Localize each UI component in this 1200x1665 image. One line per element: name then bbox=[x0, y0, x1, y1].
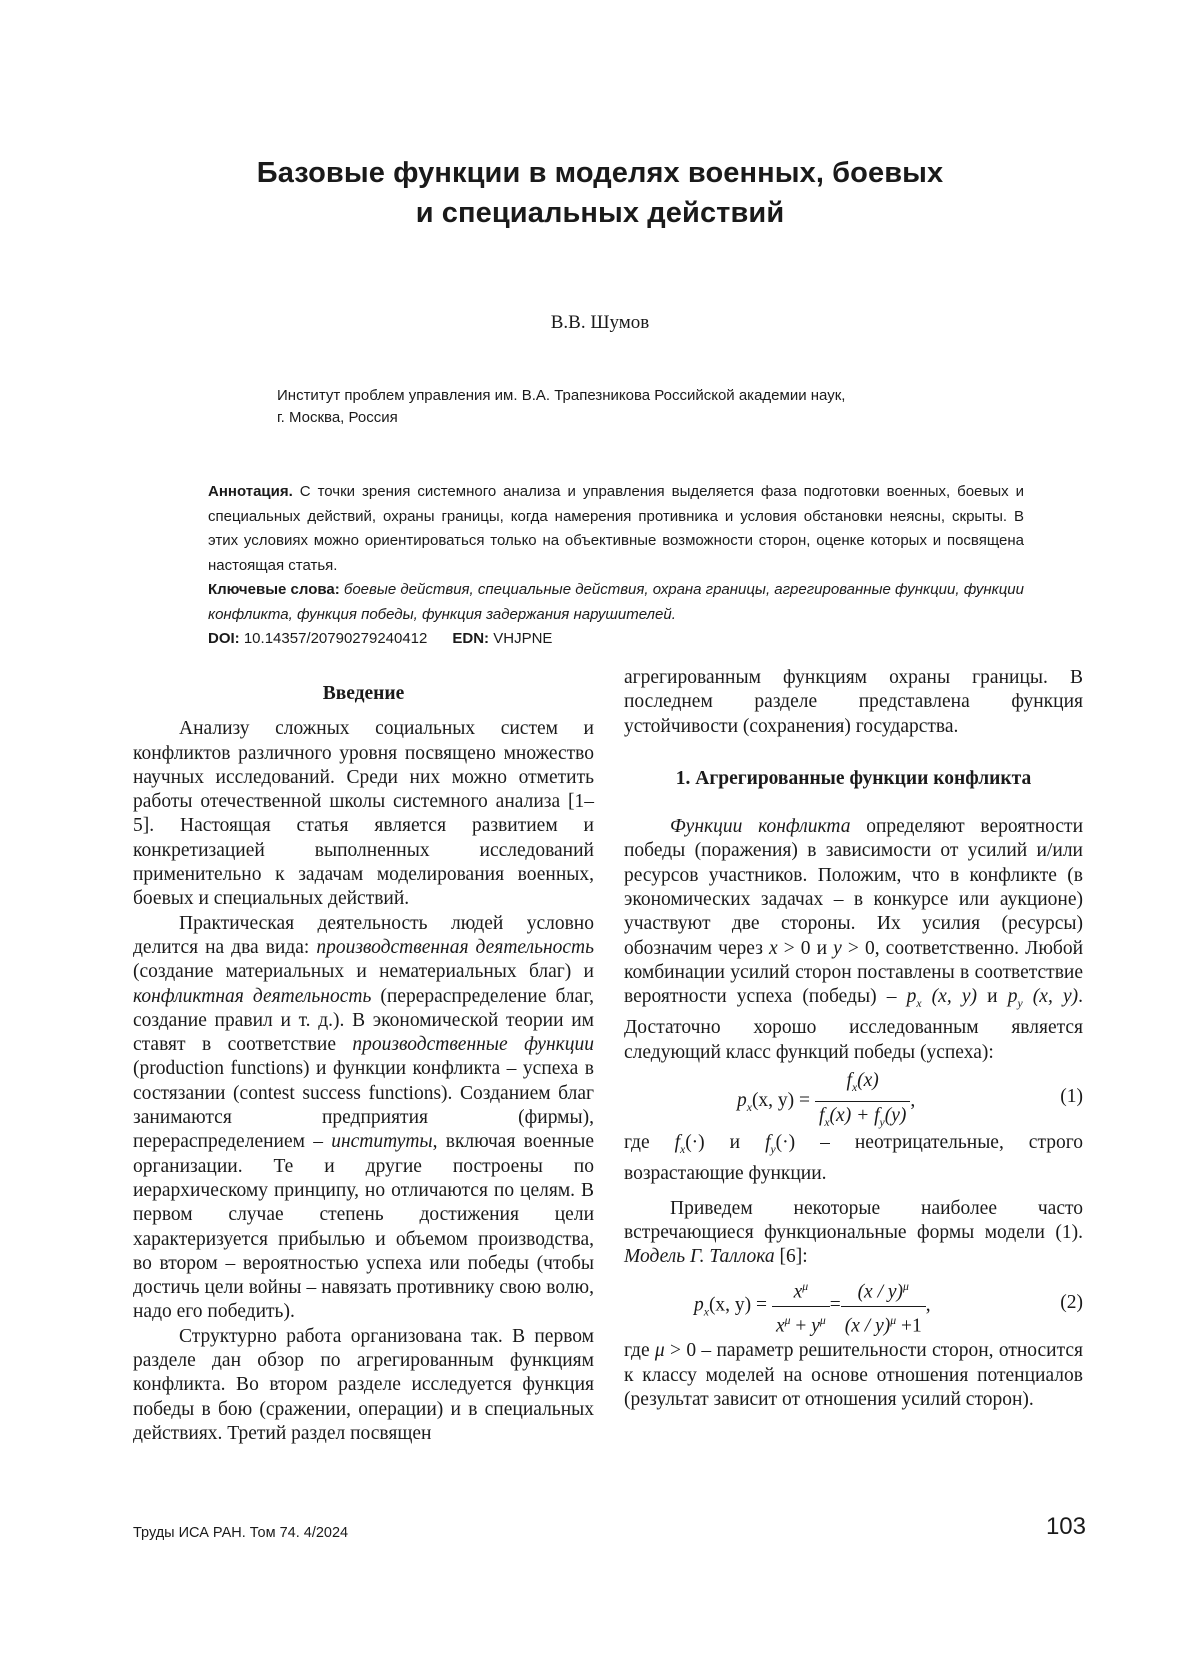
text-run: > 0 – параметр решительности сторон, относится к классу моделей на основе отношения потенциалов (результат зависит от отношения усилий сторон). bbox=[624, 1340, 1083, 1411]
text-run: , включая военные организации. Те и другие построены по иерархическому принципу, но отличаются по целям. В первом случае степень достижения цели характеризуется прибылью и объемом производства, во втором – вероятностью успеха или победы (чтобы достичь цели войны – навязать противнику свою волю, надо его победить). bbox=[133, 1131, 594, 1323]
intro-paragraph-3: Структурно работа организована так. В первом разделе дан обзор по агрегированным функциям конфликта. Во втором разделе исследуется функция победы в бою (сражении, операции) и в специальных действиях. Третий раздел посвящен bbox=[133, 1325, 594, 1444]
eq-tail: , bbox=[925, 1294, 931, 1316]
eq-op: = bbox=[829, 1294, 841, 1316]
eq-sub: x bbox=[746, 1100, 752, 1114]
eq-symbol: x bbox=[775, 1315, 785, 1337]
fraction bbox=[815, 1067, 910, 1136]
term-tullock-model: Модель Г. Таллока bbox=[624, 1246, 775, 1268]
journal-footer: Труды ИСА РАН. Том 74. 4/2024 bbox=[133, 1525, 349, 1541]
var-p: p bbox=[1007, 986, 1018, 1008]
var-y: y bbox=[833, 937, 842, 959]
var-args: (x, y) bbox=[1022, 986, 1079, 1008]
eq-sup: μ bbox=[784, 1313, 791, 1327]
equation-2-body bbox=[694, 1273, 931, 1339]
eq-symbol: p bbox=[694, 1294, 704, 1316]
author-name: В.В. Шумов bbox=[550, 312, 650, 333]
eq-args: (x, y) = bbox=[751, 1089, 811, 1111]
eq-symbol: (x / y) bbox=[844, 1315, 891, 1337]
eq-args: (x) + bbox=[829, 1104, 875, 1126]
var-f: f bbox=[765, 1132, 771, 1154]
equation-2 bbox=[624, 1273, 1083, 1339]
eq-args: (y) bbox=[884, 1104, 907, 1126]
fraction-numerator bbox=[815, 1067, 910, 1102]
eq-symbol: f bbox=[846, 1070, 852, 1092]
fraction bbox=[841, 1273, 926, 1339]
eq-sub: x bbox=[851, 1080, 858, 1094]
eq-symbol: y bbox=[811, 1315, 820, 1337]
fraction-denominator bbox=[772, 1307, 830, 1340]
keywords-text: боевые действия, специальные действия, охрана границы, агрегированные функции, функции конфликта, функция победы, функция задержания нарушителей. bbox=[208, 581, 1024, 623]
term-institutions: институты bbox=[331, 1131, 433, 1153]
eq-symbol: p bbox=[737, 1089, 747, 1111]
affiliation-line-2: г. Москва, Россия bbox=[277, 409, 398, 426]
text-run: где bbox=[624, 1132, 675, 1154]
term-conflict-functions: Функции конфликта bbox=[670, 816, 851, 838]
keywords-paragraph bbox=[208, 578, 1024, 627]
term-productive-activity: производственная деятельность bbox=[316, 936, 594, 958]
text-run: (·) – неотрицательные, строго возрастающие функции. bbox=[624, 1132, 1083, 1185]
section1-paragraph-2 bbox=[624, 1131, 1083, 1186]
abstract-paragraph bbox=[208, 480, 1024, 578]
term-production-functions: производственные функции bbox=[352, 1034, 594, 1056]
fraction-numerator bbox=[772, 1273, 830, 1307]
var-args: (x, y) bbox=[921, 986, 977, 1008]
eq-sup: μ bbox=[903, 1280, 909, 1294]
title-line-2: и специальных действий bbox=[415, 197, 785, 229]
edn-value: VHJPNE bbox=[493, 630, 553, 647]
text-run: > 0 и bbox=[777, 937, 834, 959]
doi-label: DOI: bbox=[208, 630, 240, 647]
abstract-text: С точки зрения системного анализа и управления выделяется фаза подготовки военных, боевых и специальных действий, охраны границы, когда намерения противника и условия обстановки неясны, скрыты. В этих условиях можно ориентироваться только на объективные возможности сторон, оценке которых и посвящена настоящая статья. bbox=[208, 483, 1025, 574]
equation-1-body bbox=[737, 1067, 915, 1136]
text-run: (·) и bbox=[685, 1132, 766, 1154]
eq-tail: , bbox=[910, 1089, 916, 1111]
var-sub: x bbox=[680, 1142, 686, 1156]
var-mu: μ bbox=[654, 1340, 665, 1362]
text-run: [6]: bbox=[774, 1246, 808, 1268]
text-run: определяют вероятности победы (поражения) в зависимости от усилий и/или ресурсов участников. Положим, что в конфликте (в экономических задачах – в конкурсе или аукционе) участвуют две стороны. Их усилия (ресурсы) обозначим через bbox=[624, 816, 1084, 959]
edn-label: EDN: bbox=[452, 630, 490, 647]
eq-op: +1 bbox=[896, 1315, 922, 1337]
title-line-1: Базовые функции в моделях военных, боевых bbox=[256, 157, 944, 189]
text-run: . Достаточно хорошо исследованным является следующий класс функций победы (успеха): bbox=[624, 986, 1083, 1063]
page-number: 103 bbox=[1045, 1513, 1086, 1540]
var-sub: y bbox=[770, 1142, 776, 1156]
text-run: и bbox=[977, 986, 1008, 1008]
eq-op: + bbox=[790, 1315, 812, 1337]
eq-args: (x, y) = bbox=[708, 1294, 768, 1316]
var-f: f bbox=[674, 1132, 680, 1154]
equation-number-2: (2) bbox=[1060, 1292, 1083, 1314]
text-run: (создание материальных и нематериальных благ) и bbox=[133, 961, 594, 983]
fraction bbox=[772, 1273, 830, 1339]
text-run: Приведем некоторые наиболее часто встречающиеся функциональные формы модели (1). bbox=[624, 1197, 1083, 1243]
eq-sub: x bbox=[824, 1115, 830, 1129]
section1-paragraph-1 bbox=[624, 815, 1083, 1065]
identifiers-line bbox=[208, 627, 1024, 652]
intro-paragraph-2 bbox=[133, 912, 594, 1325]
fraction-numerator bbox=[841, 1273, 926, 1307]
abstract-label: Аннотация. bbox=[208, 483, 293, 500]
var-p: p bbox=[906, 986, 917, 1008]
section1-paragraph-3 bbox=[624, 1197, 1083, 1270]
section-heading-introduction: Введение bbox=[322, 683, 405, 704]
eq-sup: μ bbox=[819, 1313, 826, 1327]
var-sub: y bbox=[1017, 997, 1023, 1011]
text-run: Практическая деятельность людей условно делится на два вида: bbox=[133, 912, 594, 958]
fraction-denominator bbox=[815, 1102, 910, 1136]
article-title bbox=[100, 153, 1100, 233]
section1-paragraph-4 bbox=[624, 1339, 1083, 1412]
intro-paragraph-1: Анализу сложных социальных систем и конфликтов различного уровня посвящено множество научных исследований. Среди них можно отметить работы отечественной школы системного анализа [1–5]. Настоящая статья является развитием и конкретизацией выполненных исследований применительно к задачам моделирования военных, боевых и специальных действий. bbox=[133, 718, 594, 910]
text-run: (перераспределение благ, создание правил и т. д.). В экономической теории им ставят в соответствие bbox=[133, 985, 594, 1056]
equation-number-1: (1) bbox=[1060, 1086, 1083, 1108]
left-column bbox=[133, 683, 594, 1446]
eq-sub: x bbox=[703, 1305, 709, 1319]
right-column bbox=[624, 667, 1084, 1412]
eq-sup: μ bbox=[890, 1313, 897, 1327]
section-heading-1: 1. Агрегированные функции конфликта bbox=[675, 767, 1032, 789]
term-conflict-activity: конфликтная деятельность bbox=[133, 985, 372, 1007]
doi-value: 10.14357/20790279240412 bbox=[243, 630, 428, 647]
keywords-label: Ключевые слова: bbox=[208, 581, 340, 598]
eq-sub: y bbox=[879, 1115, 885, 1129]
eq-symbol: f bbox=[818, 1104, 825, 1126]
affiliation bbox=[277, 385, 977, 429]
continuation-paragraph: агрегированным функциям охраны границы. В последнем разделе представлена функция устойчивости (сохранения) государства. bbox=[624, 667, 1083, 737]
text-run: (production functions) и функции конфликта – успеха в состязании (contest success functions). Созданием благ занимаются предприятия (фирмы), перераспределением – bbox=[133, 1058, 594, 1153]
text-run: > 0, соответственно. Любой комбинации усилий сторон поставлены в соответствие вероятности успеха (победы) – bbox=[624, 937, 1084, 1008]
eq-symbol: x bbox=[793, 1281, 803, 1303]
affiliation-line-1: Институт проблем управления им. В.А. Трапезникова Российской академии наук, bbox=[277, 387, 846, 404]
var-sub: x bbox=[916, 997, 922, 1011]
fraction-denominator bbox=[841, 1307, 926, 1340]
eq-sup: μ bbox=[802, 1280, 809, 1294]
eq-args: (x) bbox=[857, 1070, 879, 1092]
text-run: где bbox=[624, 1340, 655, 1362]
eq-symbol: (x / y) bbox=[857, 1281, 904, 1303]
equation-1 bbox=[624, 1067, 1083, 1131]
abstract-block bbox=[208, 480, 1024, 652]
var-x: x bbox=[768, 937, 778, 959]
eq-symbol: f bbox=[874, 1104, 880, 1126]
